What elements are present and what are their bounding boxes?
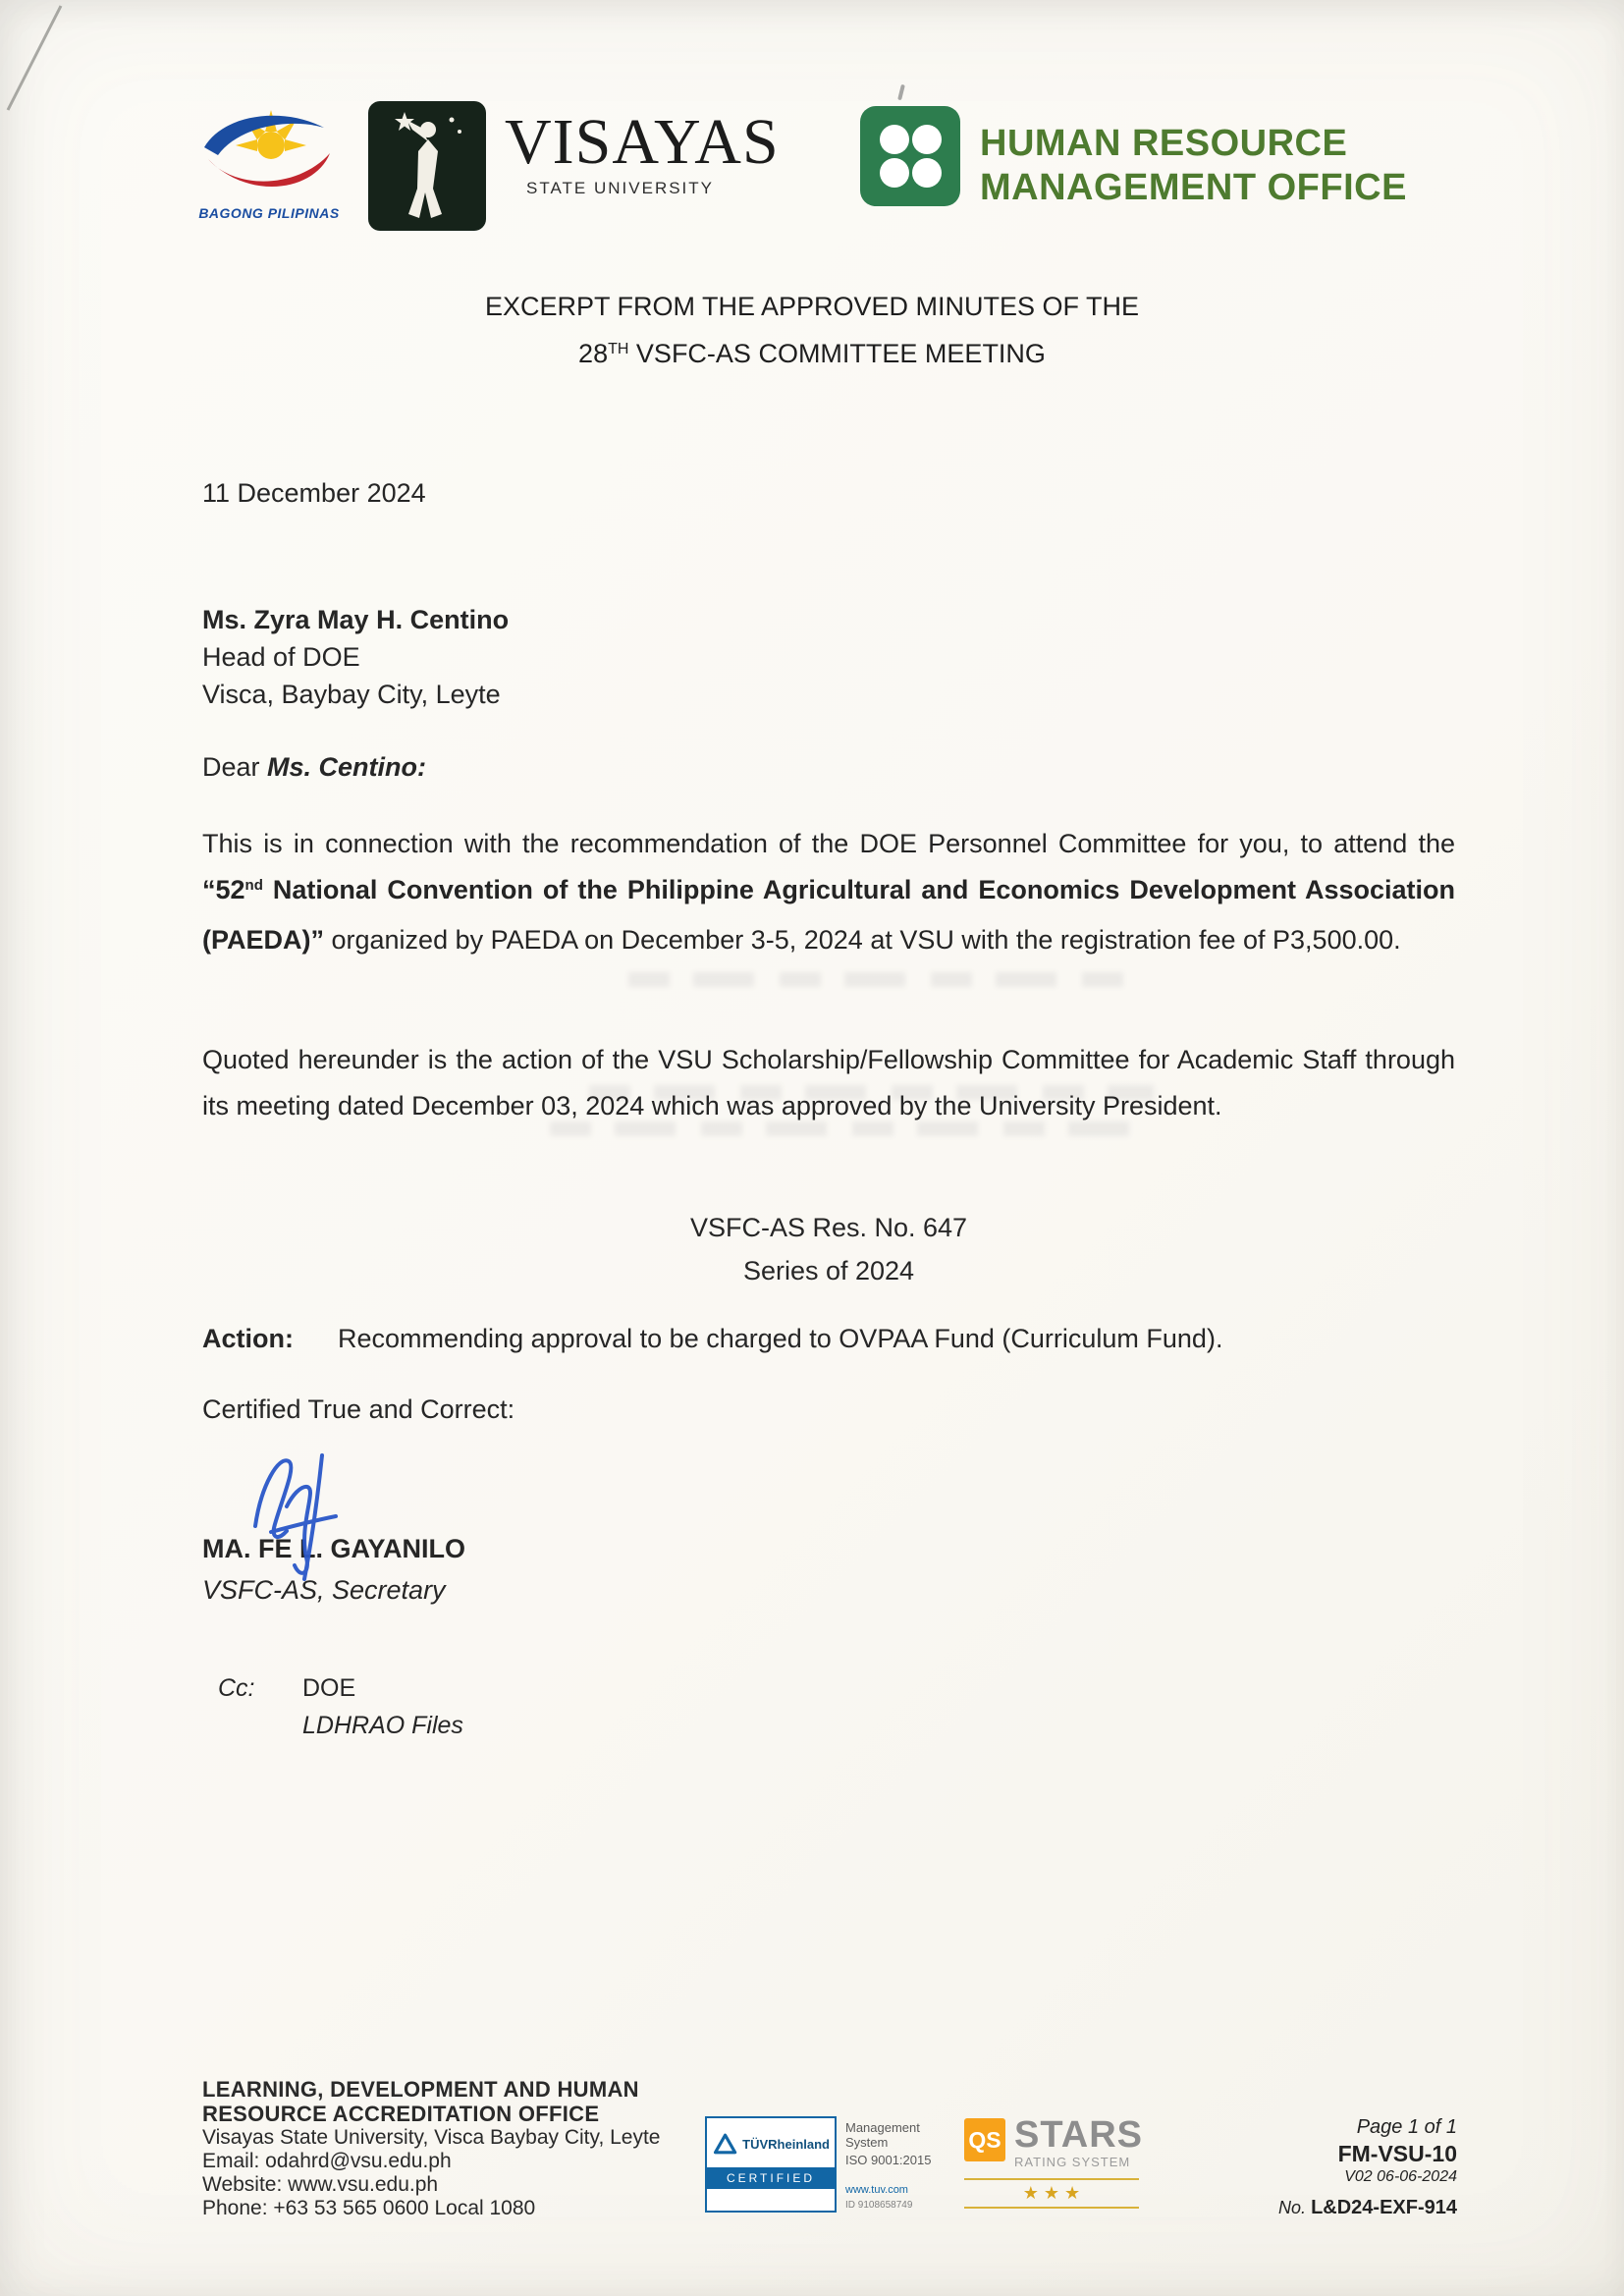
university-name: VISAYAS xyxy=(505,106,780,178)
tuv-system-line1: Management xyxy=(845,2120,920,2135)
para1-bold-open: “52 xyxy=(202,875,245,904)
page-number: Page 1 of 1 xyxy=(1356,2116,1457,2138)
page-footer xyxy=(0,2067,1624,2296)
cc-recipients xyxy=(302,1669,463,1744)
tuv-system-info xyxy=(845,2116,931,2213)
body-paragraph-1 xyxy=(202,821,1455,963)
resolution-series: Series of 2024 xyxy=(742,1256,915,1285)
qs-wordmark xyxy=(1014,2114,1143,2169)
footer-office-line1: LEARNING, DEVELOPMENT AND HUMAN xyxy=(202,2077,639,2102)
footer-email: Email: odahrd@vsu.edu.ph xyxy=(202,2150,452,2172)
tuv-certified-label: CERTIFIED xyxy=(707,2167,835,2189)
para1-tail: organized by PAEDA on December 3-5, 2024 at VSU with the registration fee of P3,500.00. xyxy=(324,925,1401,955)
bagong-pilipinas-sun-icon xyxy=(194,102,344,200)
action-row xyxy=(202,1324,1455,1354)
recipient-title: Head of DOE xyxy=(202,642,360,672)
scan-bleedthrough xyxy=(628,972,1139,987)
cc-recipient-1: DOE xyxy=(302,1674,356,1702)
vsu-wordmark xyxy=(505,106,780,198)
qs-rating-label: RATING SYSTEM xyxy=(1014,2155,1131,2169)
tuv-triangle-icon xyxy=(713,2128,737,2159)
certification-line: Certified True and Correct: xyxy=(202,1394,515,1424)
footer-address: Visayas State University, Visca Baybay City, Leyte xyxy=(202,2126,661,2149)
tuv-brand: TÜVRheinland xyxy=(742,2136,830,2152)
recipient-block xyxy=(202,601,509,713)
recipient-address: Visca, Baybay City, Leyte xyxy=(202,680,501,709)
meeting-title-rest: VSFC-AS COMMITTEE MEETING xyxy=(628,339,1046,368)
scan-corner-line-artifact xyxy=(0,0,94,118)
para1-bold-rest: National Convention of the Philippine Agricultural and Economics Development Association (PAEDA)” xyxy=(202,875,1455,955)
university-subtitle: STATE UNIVERSITY xyxy=(526,179,715,197)
signatory-title: VSFC-AS, Secretary xyxy=(202,1575,446,1605)
form-meta-block xyxy=(1278,2114,1457,2219)
para1-lead: This is in connection with the recommendation of the DOE Personnel Committee for you, to attend the xyxy=(202,829,1455,858)
action-label: Action: xyxy=(202,1324,294,1353)
salutation-prefix: Dear xyxy=(202,752,268,782)
resolution-block xyxy=(202,1206,1455,1292)
letter-date: 11 December 2024 xyxy=(202,478,426,508)
hrmo-logo-icon xyxy=(860,106,960,206)
salutation xyxy=(202,752,426,783)
qs-logo-row xyxy=(964,2114,1143,2169)
office-title-line1: HUMAN RESOURCE xyxy=(980,123,1348,164)
signatory-block xyxy=(202,1528,465,1611)
tuv-certificate-id: ID 9108658749 xyxy=(845,2200,913,2211)
tuv-box xyxy=(705,2116,837,2213)
recipient-name: Ms. Zyra May H. Centino xyxy=(202,605,510,634)
cc-label: Cc: xyxy=(218,1674,255,1702)
form-code: FM-VSU-10 xyxy=(1337,2141,1457,2166)
tuv-certification-mark xyxy=(705,2116,931,2213)
salutation-name: Ms. Centino: xyxy=(267,752,427,782)
para1-bold-ordinal: nd xyxy=(244,877,263,894)
tuv-iso-standard: ISO 9001:2015 xyxy=(845,2153,932,2167)
form-version: V02 06-06-2024 xyxy=(1344,2168,1457,2185)
resolution-number: VSFC-AS Res. No. 647 xyxy=(689,1213,968,1242)
bagong-pilipinas-logo xyxy=(190,102,348,221)
meeting-number-ordinal: TH xyxy=(608,341,629,357)
qs-badge-icon: QS xyxy=(964,2118,1005,2161)
tuv-system-line2: System xyxy=(845,2135,889,2150)
scan-mark-artifact xyxy=(897,84,905,100)
footer-office-block xyxy=(202,2077,660,2220)
footer-phone: Phone: +63 53 565 0600 Local 1080 xyxy=(202,2197,536,2219)
cc-recipient-2: LDHRAO Files xyxy=(302,1712,463,1739)
vsu-seal-icon xyxy=(365,98,489,234)
doc-title-line2 xyxy=(0,330,1624,382)
signatory-name: MA. FE L. GAYANILO xyxy=(202,1534,466,1563)
document-number-label: No. xyxy=(1278,2198,1307,2217)
cc-block xyxy=(218,1669,463,1744)
doc-title-line1: EXCERPT FROM THE APPROVED MINUTES OF THE xyxy=(484,292,1140,321)
qs-stars-mark xyxy=(964,2114,1143,2209)
tuv-logo-row xyxy=(707,2118,835,2167)
body-paragraph-2: Quoted hereunder is the action of the VSU Scholarship/Fellowship Committee for Academic Staff through its meeting dated December 03, 2024 which was approved by the University President. xyxy=(202,1045,1455,1121)
qs-stars-label: STARS xyxy=(1014,2114,1143,2156)
bagong-pilipinas-label: BAGONG PILIPINAS xyxy=(198,205,340,221)
meeting-number: 28 xyxy=(578,339,609,368)
footer-website: Website: www.vsu.edu.ph xyxy=(202,2173,439,2196)
office-title xyxy=(980,122,1407,210)
document-number-value: L&D24-EXF-914 xyxy=(1311,2197,1457,2218)
document-title xyxy=(0,283,1624,382)
action-text: Recommending approval to be charged to OVPAA Fund (Curriculum Fund). xyxy=(338,1324,1223,1353)
tuv-url: www.tuv.com xyxy=(845,2184,908,2196)
office-title-line2: MANAGEMENT OFFICE xyxy=(980,167,1407,208)
footer-office-line2: RESOURCE ACCREDITATION OFFICE xyxy=(202,2102,600,2126)
qs-star-rating: ★ ★ ★ xyxy=(964,2178,1139,2209)
document-number xyxy=(1278,2197,1457,2219)
